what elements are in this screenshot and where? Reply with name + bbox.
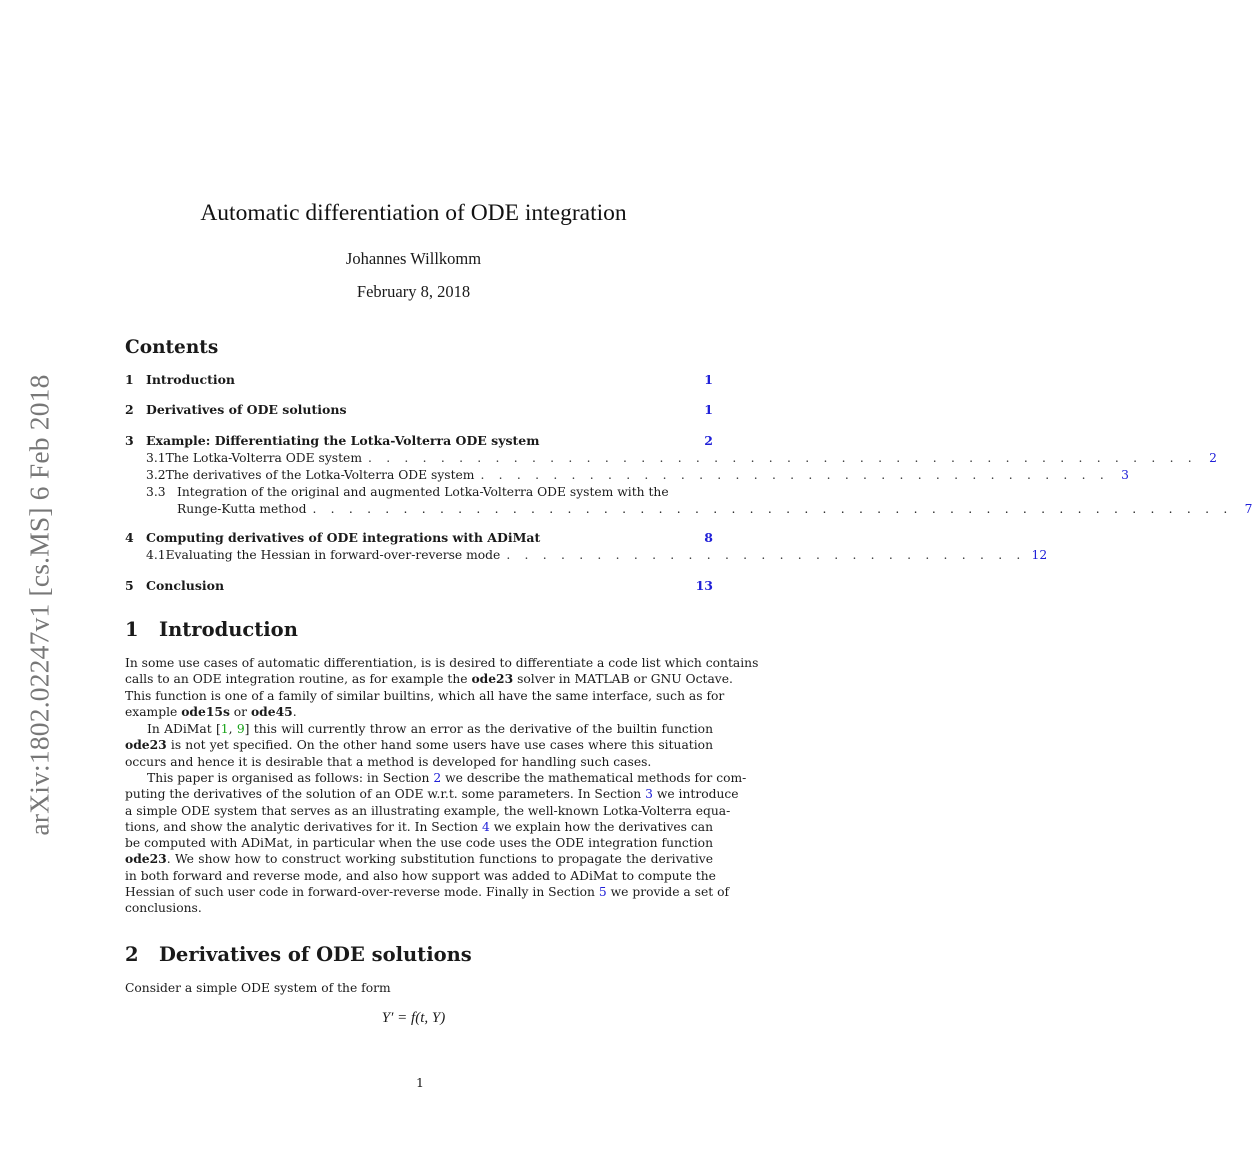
toc-entry-number: 3.2: [146, 468, 166, 482]
section-ref-link[interactable]: 2: [433, 771, 442, 785]
toc-entry-label: The derivatives of the Lotka-Volterra ODE system: [165, 468, 475, 482]
toc-entry-page[interactable]: 12: [1031, 548, 1048, 562]
text-line: calls to an ODE integration routine, as for example the ode23 solver in MATLAB or GNU Octave.: [125, 671, 733, 687]
toc-entry-4-1[interactable]: [125, 548, 1048, 566]
toc-entry-label: Evaluating the Hessian in forward-over-reverse mode: [165, 548, 501, 562]
section-title: Derivatives of ODE solutions: [159, 943, 472, 966]
intro-paragraph-3: [125, 770, 747, 917]
section-heading-derivatives: [125, 943, 472, 966]
text-line: tions, and show the analytic derivatives for it. In Section 4 we explain how the derivatives can: [125, 819, 714, 834]
toc-entry-4[interactable]: [125, 530, 713, 548]
toc-entry-page[interactable]: 3: [1121, 468, 1129, 482]
section-number: 2: [125, 943, 139, 966]
ode-equation: Y′ = f(t, Y): [381, 1010, 446, 1026]
toc-entry-page[interactable]: 1: [704, 372, 713, 387]
arxiv-identifier: arXiv:1802.02247v1 [cs.MS] 6 Feb 2018: [24, 374, 55, 836]
toc-entry-number: 5: [125, 578, 134, 593]
toc-entry-page[interactable]: 2: [704, 433, 713, 448]
toc-entry-number: 4.1: [146, 548, 166, 562]
toc-entry-label: Introduction: [146, 372, 236, 387]
toc-leader-dots: . . . . . . . . . . . . . . . . . . . . . . . . . . . . .: [506, 548, 1026, 562]
toc-entry-page[interactable]: 7: [1244, 502, 1252, 516]
text-line: ode23 is not yet specified. On the other hand some users have use cases where this situation: [125, 737, 713, 753]
text-line: Consider a simple ODE system of the form: [125, 981, 391, 995]
toc-entry-label: Example: Differentiating the Lotka-Volterra ODE system: [146, 433, 540, 448]
toc-entry-number: 4: [125, 530, 134, 545]
toc-entry-2[interactable]: [125, 402, 713, 420]
section-ref-link[interactable]: 3: [645, 787, 653, 802]
toc-entry-number: 3.3: [146, 485, 166, 499]
toc-entry-label: The Lotka-Volterra ODE system: [165, 451, 362, 465]
code-term: ode23: [125, 851, 167, 867]
toc-entry-page[interactable]: 1: [704, 402, 713, 417]
page-number: 1: [416, 1075, 424, 1090]
citation-link[interactable]: 1: [220, 722, 229, 736]
intro-paragraph-2: [125, 721, 713, 770]
text-line: In some use cases of automatic differentiation, is is desired to differentiate a code list which contains: [125, 656, 759, 670]
toc-entry-page[interactable]: 2: [1209, 451, 1217, 465]
text-line: be computed with ADiMat, in particular when the use code uses the ODE integration function: [125, 836, 713, 851]
text-line: a simple ODE system that serves as an illustrating example, the well-known Lotka-Volterra equa-: [125, 803, 731, 818]
section-ref-link[interactable]: 5: [598, 885, 607, 900]
toc-entry-page[interactable]: 13: [695, 578, 713, 593]
toc-entry-label-continued: Runge-Kutta method: [177, 502, 307, 516]
paper-date: February 8, 2018: [356, 282, 471, 301]
toc-entry-label: Integration of the original and augmented Lotka-Volterra ODE system with the: [177, 485, 669, 499]
text-line: conclusions.: [125, 901, 202, 916]
code-term: ode23: [471, 671, 514, 687]
text-line: example ode15s or ode45.: [125, 703, 297, 719]
text-line: Hessian of such user code in forward-over-reverse mode. Finally in Section 5 we provide a set of: [125, 885, 730, 900]
toc-entry-label: Computing derivatives of ODE integrations with ADiMat: [146, 530, 541, 545]
toc-entry-3-1[interactable]: [125, 451, 1217, 469]
toc-entry-5[interactable]: [125, 578, 713, 596]
toc-leader-dots: . . . . . . . . . . . . . . . . . . . . . . . . . . . . . . . . . . .: [480, 468, 1109, 482]
section-number: 1: [125, 618, 139, 641]
toc-heading: Contents: [125, 337, 219, 358]
derivatives-paragraph-1: [125, 980, 713, 996]
toc-entry-3-2[interactable]: [125, 468, 1129, 486]
text-line: This function is one of a family of similar builtins, which all have the same interface, such as for: [125, 688, 725, 703]
text-line: in both forward and reverse mode, and also how support was added to ADiMat to compute the: [125, 868, 716, 883]
toc-entry-number: 2: [125, 402, 134, 417]
text-line: ode23. We show how to construct working substitution functions to propagate the derivative: [125, 851, 713, 867]
toc-entry-number: 3: [125, 433, 134, 448]
toc-entry-label: Conclusion: [146, 578, 225, 593]
toc-entry-label: Derivatives of ODE solutions: [146, 402, 347, 417]
code-term: ode15s: [181, 703, 230, 719]
toc-entry-1[interactable]: [125, 372, 713, 390]
toc-entry-number: 3.1: [146, 451, 166, 465]
text-line: puting the derivatives of the solution of an ODE w.r.t. some parameters. In Section 3 we introduce: [125, 787, 739, 802]
toc-entry-3-3-continued[interactable]: [177, 502, 1252, 520]
toc-entry-page[interactable]: 8: [704, 530, 713, 545]
arxiv-sidebar: [22, 370, 58, 840]
toc-entry-3-3[interactable]: [125, 485, 713, 503]
toc-leader-dots: . . . . . . . . . . . . . . . . . . . . . . . . . . . . . . . . . . . . . . . . . . . . . . . . . . .: [312, 502, 1233, 516]
paper-author: Johannes Willkomm: [345, 249, 482, 268]
intro-paragraph-1: [125, 655, 759, 720]
toc-entry-number: 1: [125, 372, 134, 387]
code-term: ode45: [250, 703, 293, 719]
text-line: This paper is organised as follows: in Section 2 we describe the mathematical methods for com-: [147, 771, 747, 785]
toc-entry-3[interactable]: [125, 433, 713, 451]
citation-link[interactable]: 9: [236, 722, 245, 736]
section-title: Introduction: [159, 618, 298, 641]
section-ref-link[interactable]: 4: [481, 819, 490, 834]
code-term: ode23: [125, 737, 167, 753]
paper-title: Automatic differentiation of ODE integration: [200, 200, 627, 226]
text-line: occurs and hence it is desirable that a method is developed for handling such cases.: [125, 754, 652, 769]
section-heading-introduction: [125, 618, 298, 641]
toc-leader-dots: . . . . . . . . . . . . . . . . . . . . . . . . . . . . . . . . . . . . . . . . . . . . . .: [368, 451, 1197, 465]
text-line: In ADiMat [1, 9] this will currently throw an error as the derivative of the builtin function: [147, 722, 713, 736]
